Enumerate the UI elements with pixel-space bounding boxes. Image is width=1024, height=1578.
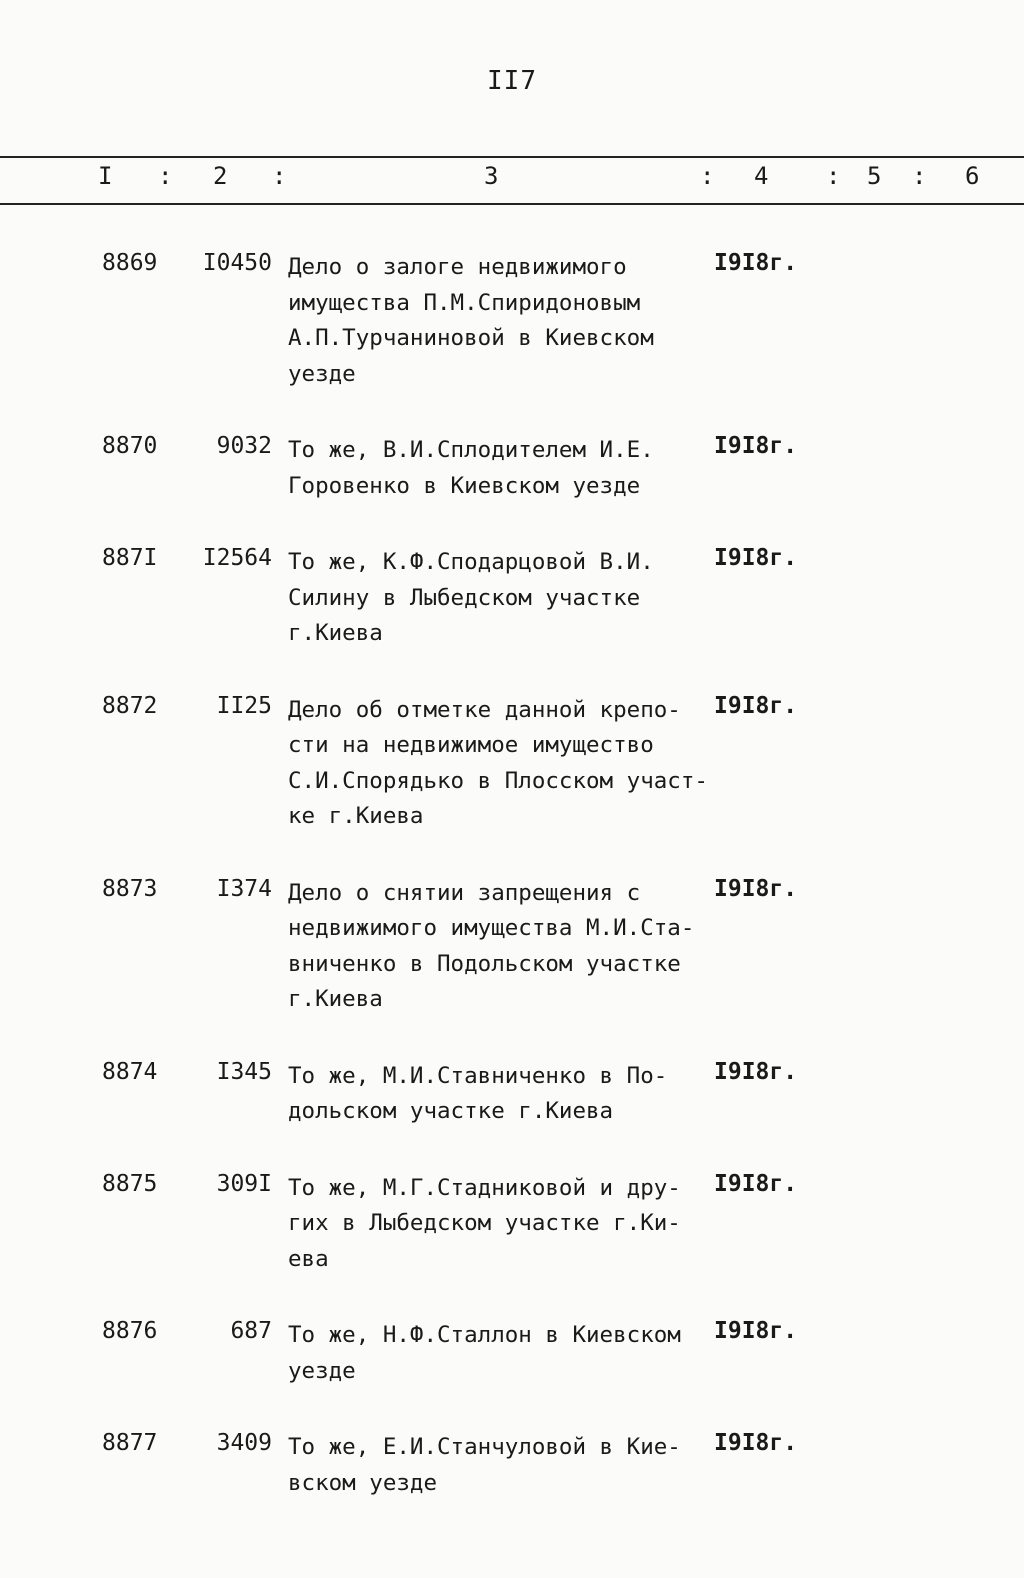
- entry-year: I9I8г.: [714, 545, 798, 571]
- entry-description-line: Горовенко в Киевском уезде: [288, 472, 641, 499]
- entry-description: [288, 545, 718, 652]
- entry-description: [288, 693, 718, 835]
- entry-number: 8874: [102, 1058, 158, 1085]
- entry-year: I9I8г.: [714, 1318, 798, 1344]
- column-header-row: [0, 160, 1024, 200]
- entry-description-line: сти на недвижимое имущество: [288, 732, 654, 758]
- entry-description-line: А.П.Турчаниновой в Киевском: [288, 325, 654, 351]
- inventory-entry: [0, 433, 1024, 504]
- entry-old-number: I345: [216, 1058, 272, 1085]
- header-separator: :: [912, 162, 927, 190]
- entry-description-line: гих в Лыбедском участке г.Ки-: [288, 1210, 681, 1236]
- entry-description-line: Дело о залоге недвижимого: [288, 254, 627, 280]
- inventory-entry: [0, 1059, 1024, 1130]
- inventory-entry: [0, 1430, 1024, 1501]
- entry-description-line: Дело о снятии запрещения с: [288, 879, 641, 906]
- entry-year: I9I8г.: [714, 433, 798, 459]
- entry-number: 8873: [102, 875, 158, 902]
- entry-description-line: Силину в Лыбедском участке: [288, 584, 641, 611]
- header-col-4: 4: [754, 162, 769, 190]
- inventory-entry: [0, 250, 1024, 392]
- entry-description-line: То же, Н.Ф.Сталлон в Киевском: [288, 1322, 681, 1348]
- entry-description-line: дольском участке г.Киева: [288, 1098, 614, 1124]
- entry-description: [288, 1318, 718, 1389]
- entry-number: 8877: [102, 1430, 158, 1456]
- entry-old-number: I0450: [202, 250, 272, 276]
- entry-year: I9I8г.: [714, 875, 798, 902]
- entry-description-line: вском уезде: [288, 1469, 438, 1496]
- entry-number: 887I: [102, 545, 158, 571]
- entry-description-line: недвижимого имущества М.И.Ста-: [288, 915, 695, 941]
- entry-year: I9I8г.: [714, 250, 798, 276]
- header-col-2: 2: [213, 162, 228, 190]
- inventory-entries: [0, 250, 1024, 1542]
- inventory-entry: [0, 1318, 1024, 1389]
- entry-description-line: То же, В.И.Сплодителем И.Е.: [288, 437, 654, 463]
- entry-description-line: уезде: [288, 1357, 356, 1384]
- entry-description-line: г.Киева: [288, 986, 383, 1012]
- entry-description: [288, 433, 718, 504]
- page-number: II7: [487, 66, 537, 96]
- entry-old-number: 3409: [216, 1430, 272, 1456]
- entry-description: [288, 876, 718, 1018]
- entry-description: [288, 250, 718, 392]
- header-separator: :: [700, 162, 715, 190]
- entry-old-number: 687: [230, 1318, 272, 1344]
- entry-number: 8870: [102, 433, 158, 459]
- entry-number: 8875: [102, 1170, 158, 1197]
- entry-description-line: ке г.Киева: [288, 803, 424, 829]
- entry-number: 8869: [102, 250, 158, 276]
- inventory-entry: [0, 545, 1024, 652]
- header-col-5: 5: [867, 162, 882, 190]
- entry-description-line: То же, К.Ф.Сподарцовой В.И.: [288, 549, 654, 575]
- entry-description-line: имущества П.М.Спиридоновым: [288, 289, 641, 316]
- entry-number: 8876: [102, 1318, 158, 1344]
- header-col-3: 3: [484, 162, 499, 190]
- entry-year: I9I8г.: [714, 1058, 798, 1085]
- entry-description-line: С.И.Спорядько в Плосском участ-: [288, 767, 708, 794]
- header-col-1: I: [98, 162, 113, 190]
- header-top-rule: [0, 156, 1024, 158]
- entry-year: I9I8г.: [714, 1430, 798, 1456]
- inventory-entry: [0, 693, 1024, 835]
- entry-year: I9I8г.: [714, 1170, 798, 1197]
- entry-description: [288, 1430, 718, 1501]
- entry-description-line: То же, М.Г.Стадниковой и дру-: [288, 1174, 681, 1201]
- entry-description: [288, 1059, 718, 1130]
- entry-old-number: II25: [216, 692, 272, 719]
- header-separator: :: [826, 162, 841, 190]
- header-col-6: 6: [965, 162, 980, 190]
- header-separator: :: [272, 162, 287, 190]
- entry-old-number: 309I: [216, 1170, 272, 1197]
- entry-old-number: I2564: [202, 545, 272, 571]
- entry-description: [288, 1171, 718, 1278]
- entry-description-line: Дело об отметке данной крепо-: [288, 696, 681, 723]
- entry-old-number: 9032: [216, 433, 272, 459]
- entry-year: I9I8г.: [714, 692, 798, 719]
- entry-old-number: I374: [216, 875, 272, 902]
- entry-description-line: уезде: [288, 360, 356, 387]
- entry-description-line: вниченко в Подольском участке: [288, 950, 681, 977]
- entry-description-line: ева: [288, 1245, 329, 1272]
- entry-description-line: То же, М.И.Ставниченко в По-: [288, 1062, 668, 1089]
- header-separator: :: [158, 162, 173, 190]
- inventory-entry: [0, 876, 1024, 1018]
- entry-description-line: То же, Е.И.Станчуловой в Кие-: [288, 1434, 681, 1460]
- inventory-entry: [0, 1171, 1024, 1278]
- entry-description-line: г.Киева: [288, 620, 383, 646]
- entry-number: 8872: [102, 692, 158, 719]
- header-bottom-rule: [0, 203, 1024, 205]
